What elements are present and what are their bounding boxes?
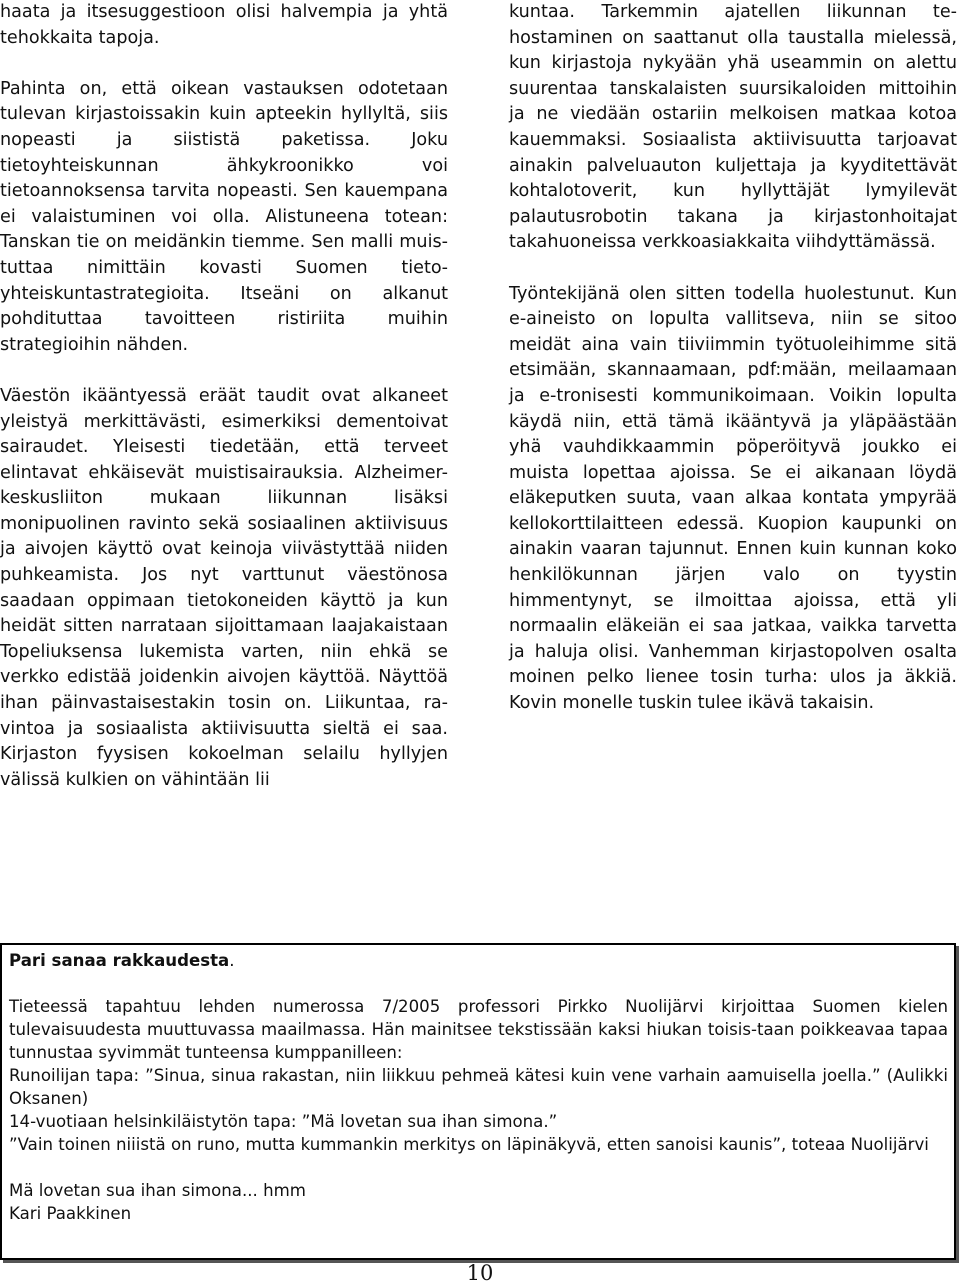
box-title [9, 949, 948, 972]
paragraph: haata ja itsesuggestioon olisi halvempia ja yhtä tehokkaita tapoja. [0, 2, 448, 48]
box-title-period: . [229, 951, 235, 970]
box-quote-comment: ”Vain toinen niiistä on runo, mutta kummankin merkitys on läpinäkyvä, etten sanoisi kaunis”, toteaa Nuolijärvi [9, 1135, 929, 1154]
page-number: 10 [466, 1261, 494, 1285]
box-quote-poet: Runoilijan tapa: ”Sinua, sinua rakastan, niin liikkuu pehmeä kätesi kuin vene varhain aamuisella joella.” (Aulikki Oksanen) [9, 1066, 948, 1108]
box-author: Kari Paakkinen [9, 1204, 132, 1223]
left-column [0, 0, 448, 793]
box-title-text: Pari sanaa rakkaudesta [9, 951, 230, 970]
paragraph: Työntekijänä olen sitten todella huolestunut. Kun e-aineisto on lopulta vallitseva, niin se sitoo meidät aina vain tiiviimmin työtuoleihimme sitä etsimään, skannaamaan, pdf:mään, meilaamaan ja e-tronisesti kommunikoimaan. Voikin lopulta käydä niin, että tämä ikääntyvä ja yläpäästään yhä vauhdikkaammin pöperöityvä joukko ei muista lopettaa ajoissa. Se ei aikanaan löydä eläkeputken suuta, vaan alkaa kontata ympyrää kellokorttilaitteen edessä. Kuopion kaupunki on ainakin vaaran tajunnut. Ennen kuin kunnan koko henkilökunnan järjen valo on tyystin himmentynyt, se ilmoittaa ajoissa, että yli normaalin eläkeiän ei saa jatkaa, vaikka tarvetta ja haluja olisi. Vanhemman kirjastopolven osalta moinen pelko lienee tosin turha: ulos ja äkkiä. Kovin monelle tuskin tulee ikävä takaisin. [509, 283, 957, 714]
paragraph: Väestön ikääntyessä eräät taudit ovat alkaneet yleistyä merkittävästi, esimerkiksi dementoivat sairaudet. Yleisesti tiedetään, että terveet elintavat ehkäisevät muistisairauksia. Alzheimer-keskusliiton mukaan liikunnan lisäksi monipuolinen ravinto sekä sosiaalinen aktiivisuus ja aivojen käyttö ovat keinoja viivästyttää niiden puhkeamista. Jos nyt varttunut väestönosa saadaan oppimaan tietokoneiden käyttö ja kun heidät sitten narrataan sijoittamaan laajakaistaan Topeliuksensa lukemista varten, niin ehkä se verkko edistää joidenkin aivojen käyttöä. Näyttöä ihan päinvastaisestakin tosin on. Liikuntaa, ravintoa ja sosiaalista aktiivisuutta sieltä ei saa. Kirjaston fyysisen kokoelman selailu hyllyjen välissä kulkien on vähintään lii [0, 385, 448, 790]
box-quote-teen: 14-vuotiaan helsinkiläistytön tapa: ”Mä lovetan sua ihan simona.” [9, 1112, 558, 1131]
sidebar-box [0, 943, 956, 1260]
box-closing: Mä lovetan sua ihan simona... hmm [9, 1181, 306, 1200]
right-column [509, 0, 957, 717]
paragraph: Pahinta on, että oikean vastauksen odotetaan tulevan kirjastoissakin kuin apteekin hyllyltä, siis nopeasti ja siististä paketissa. Joku tietoyhteiskunnan ähkykroonikko voi tietoannoksensa tarvita nopeasti. Sen kauempana ei valaistuminen voi olla. Alistuneena totean: Tanskan tie on meidänkin tiemme. Sen malli muistuttaa nimittäin kovasti Suomen tietoyhteiskuntastrategioita. Itseäni on alkanut pohdituttaa tavoitteen ristiriita muihin strategioihin nähden. [0, 78, 448, 355]
box-intro: Tieteessä tapahtuu lehden numerossa 7/2005 professori Pirkko Nuolijärvi kirjoittaa Suomen kielen tulevaisuudesta muuttuvassa maailmassa. Hän mainitsee tekstissään kaksi hiukan toisis-taan poikkeavaa tapaa tunnustaa syvimmät tunteensa kumppanilleen: [9, 997, 948, 1062]
paragraph: kuntaa. Tarkemmin ajatellen liikunnan tehostaminen on saattanut olla taustalla mielessä, kun kirjastoja nykyään yhä useammin on alettu suurentaa tanskalaisten suursikaloiden mittoihin ja ne viedään ostariin melkoisen matkaa kotoa kauemmaksi. Sosiaalista aktiivisuutta tarjoavat ainakin palveluauton kuljettaja ja kyyditettävät kohtalotoverit, kun hyllyttäjät lymyilevät palautusrobotin takana ja kirjastonhoitajat takahuoneissa verkkoasiakkaita viihdyttämässä. [509, 2, 957, 253]
